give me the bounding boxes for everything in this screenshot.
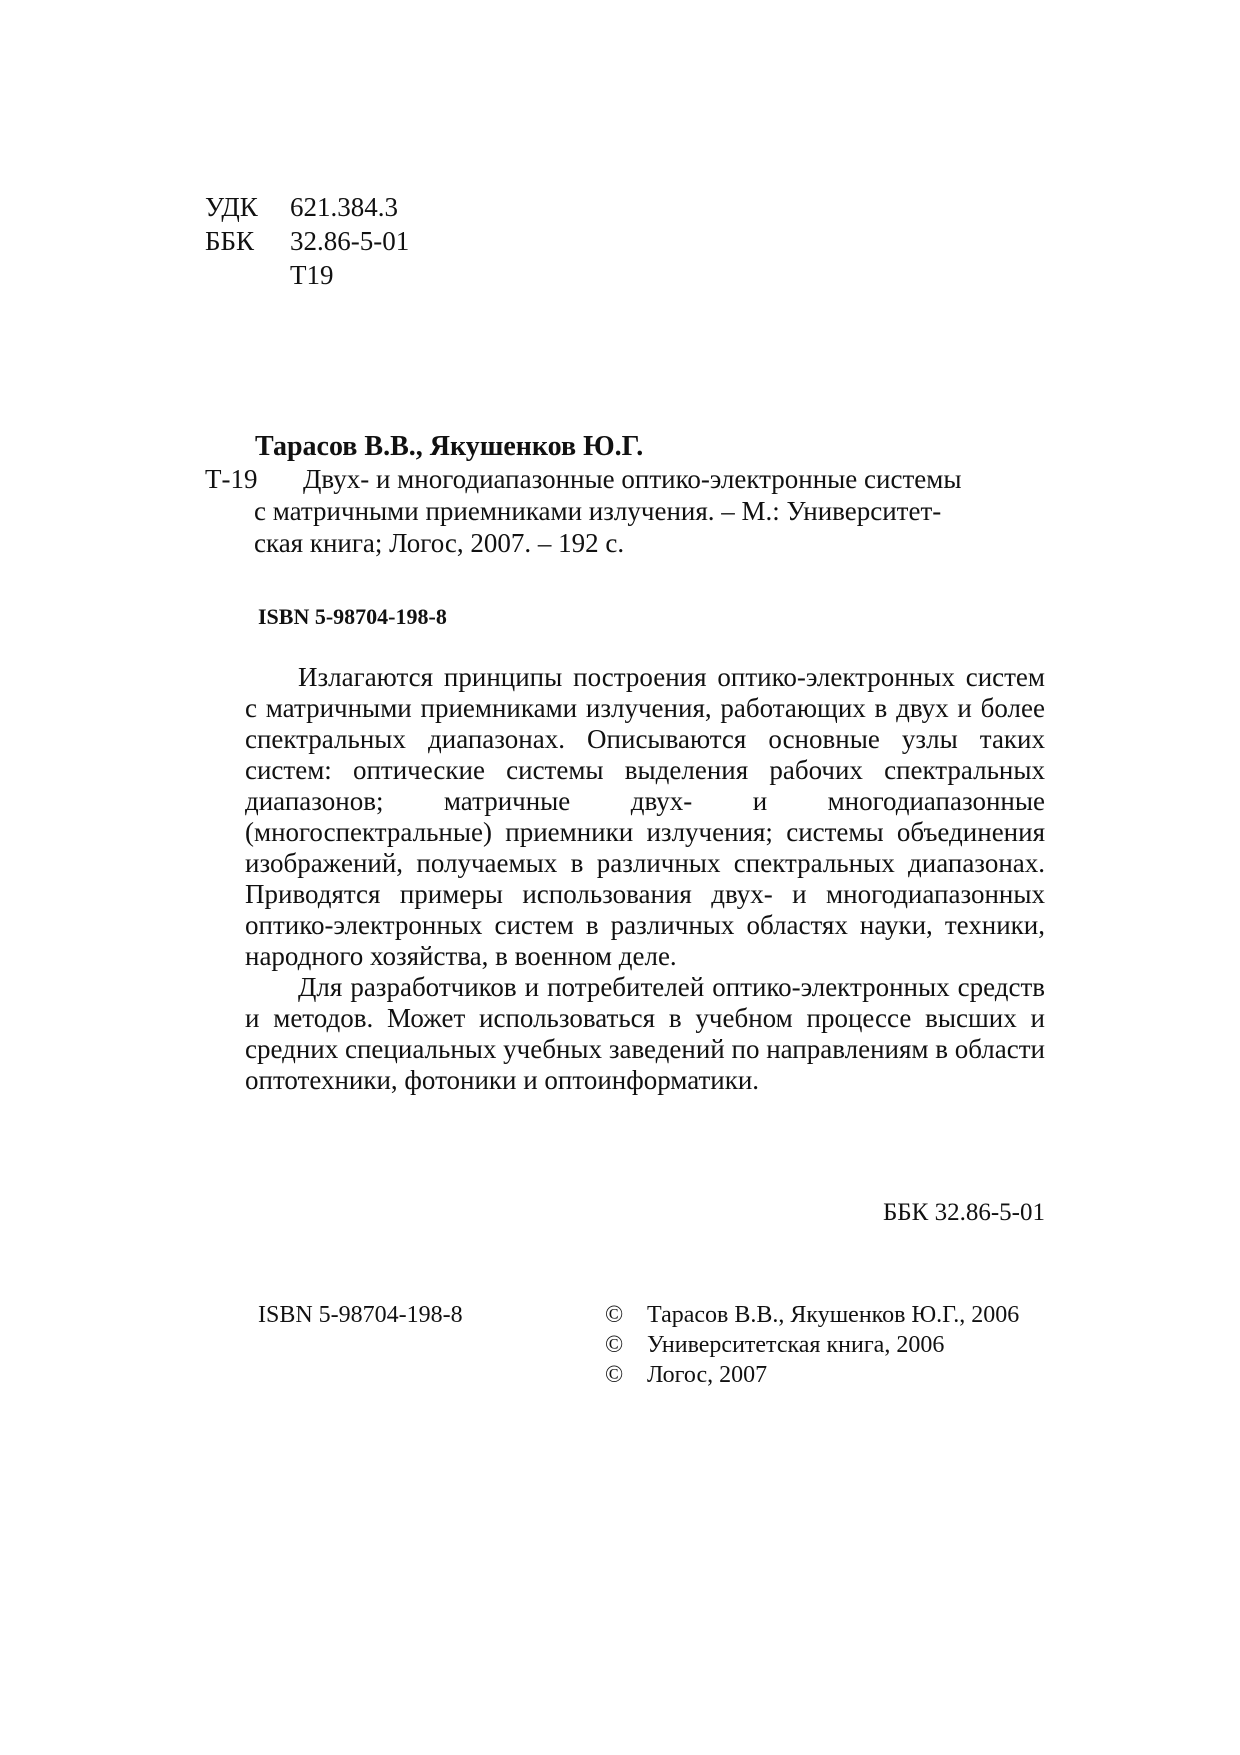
- author-mark: Т19: [290, 260, 334, 290]
- copyright-text: Университетская книга, 2006: [647, 1332, 945, 1358]
- bibliographic-entry: [254, 463, 1045, 559]
- isbn-heading: ISBN 5-98704-198-8: [258, 604, 447, 629]
- copyright-line: [605, 1360, 767, 1390]
- copyright-icon: ©: [605, 1302, 624, 1328]
- copyright-line: [605, 1330, 944, 1360]
- bbk-label: ББК: [205, 226, 255, 256]
- isbn-footer: ISBN 5-98704-198-8: [258, 1302, 463, 1328]
- book-code: Т-19: [205, 464, 258, 494]
- udk-label: УДК: [205, 192, 258, 222]
- annotation-paragraph-2: Для разработчиков и потребителей оптико-электронных средств и методов. Может использоваться в учебном процессе высших и средних специальных учебных заведений по направлениям в области оптотехники, фотоники и оптоинформатики.: [245, 972, 1045, 1095]
- annotation: [245, 662, 1045, 1096]
- bib-continuation-2: ская книга; Логос, 2007. – 192 с.: [254, 528, 625, 558]
- copyright-line: [605, 1300, 1019, 1330]
- copyright-icon: ©: [605, 1332, 624, 1358]
- bbk-index-right: ББК 32.86-5-01: [882, 1199, 1045, 1226]
- bbk-value: 32.86-5-01: [290, 226, 410, 256]
- annotation-paragraph-1: Излагаются принципы построения оптико-электронных систем с матричными приемниками излучения, работающих в двух и более спектральных диапазонах. Описываются основные узлы таких систем: оптические системы выделения рабочих спектральных диапазонов; матричные двух- и многодиапазонные (многоспектральные) приемники излучения; системы объединения изображений, получаемых в различных спектральных диапазонах. Приводятся примеры использования двух- и многодиапазонных оптико-электронных систем в различных областях науки, техники, народного хозяйства, в военном деле.: [245, 662, 1045, 971]
- copyright-icon: ©: [605, 1362, 624, 1388]
- bib-continuation-1: с матричными приемниками излучения. – М.: Университет-: [254, 496, 942, 526]
- udk-value: 621.384.3: [290, 192, 398, 222]
- bib-title-line: Двух- и многодиапазонные оптико-электронные системы: [303, 464, 962, 494]
- copyright-text: Тарасов В.В., Якушенков Ю.Г., 2006: [647, 1302, 1020, 1328]
- copyright-text: Логос, 2007: [647, 1362, 768, 1388]
- authors-heading: Тарасов В.В., Якушенков Ю.Г.: [255, 431, 644, 462]
